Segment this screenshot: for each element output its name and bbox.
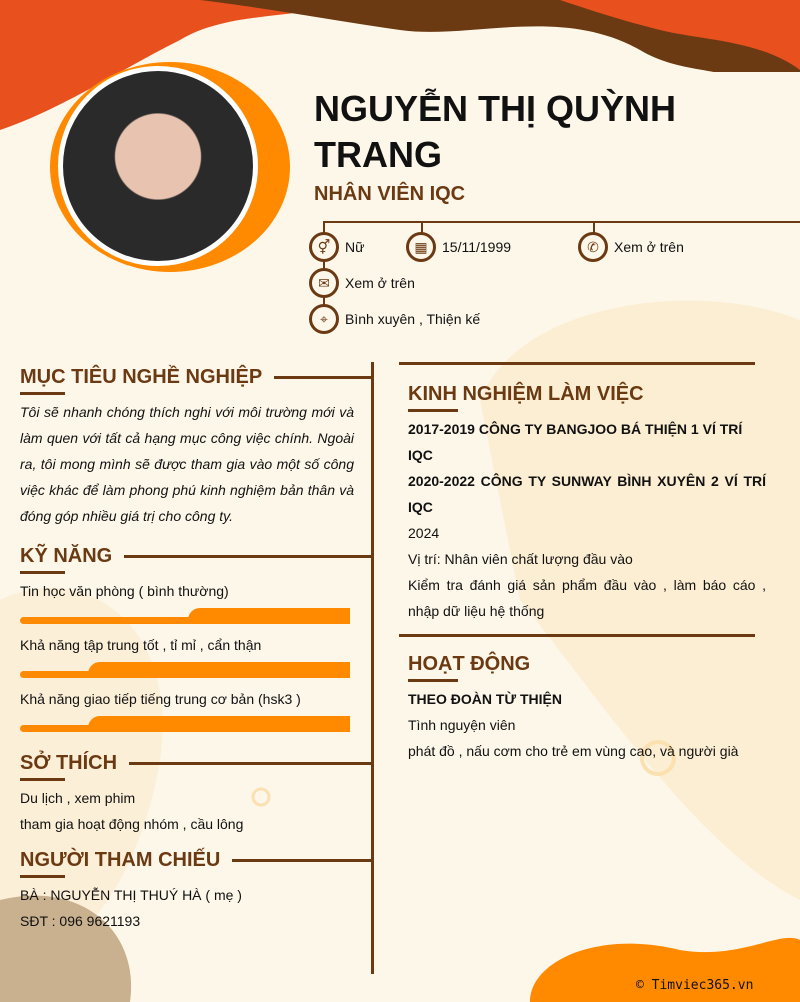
name-line-2: TRANG — [314, 134, 442, 175]
experience-section — [408, 381, 766, 624]
activities-section — [408, 651, 766, 764]
right-column — [408, 362, 766, 764]
calendar-icon: ▦ — [406, 232, 436, 262]
skill-label: Tin học văn phòng ( bình thường) — [20, 583, 229, 599]
address-value: Bình xuyên , Thiện kế — [345, 311, 481, 327]
section-header — [408, 381, 766, 407]
experience-year: 2024 — [408, 525, 440, 541]
reference-item: SĐT : 096 9621193 — [20, 913, 141, 929]
section-top-line — [399, 362, 755, 365]
activity-desc: phát đồ , nấu cơm cho trẻ em vùng cao, và người già — [408, 743, 739, 759]
experience-line-2: 2020-2022 CÔNG TY SUNWAY BÌNH XUYÊN 2 VÍ TRÍ IQC — [408, 473, 766, 515]
full-name — [314, 86, 676, 178]
hobbies-title: SỞ THÍCH — [20, 752, 118, 774]
title-underline — [20, 875, 65, 878]
skill-bar — [20, 662, 350, 678]
contact-dob — [406, 232, 511, 262]
objective-text: Tôi sẽ nhanh chóng thích nghi với môi trường mới và làm quen với tất cả hạng mục công việc chính. Ngoài ra, tôi mong mình sẽ được tham gia vào một số công việc khác để làm phong phú kinh nghiệm bản thân và đóng góp nhiều giá trị cho công ty. — [20, 404, 354, 524]
title-underline — [408, 679, 458, 682]
title-line — [274, 376, 372, 379]
contact-email — [309, 268, 415, 298]
experience-line-1: 2017-2019 CÔNG TY BANGJOO BÁ THIỆN 1 VÍ TRÍ IQC — [408, 421, 743, 463]
title-underline — [20, 778, 65, 781]
gender-icon: ⚥ — [309, 232, 339, 262]
title-underline — [408, 409, 458, 412]
skill-bar — [20, 716, 350, 732]
contact-phone — [578, 232, 684, 262]
hobby-item: tham gia hoạt động nhóm , cầu lông — [20, 816, 244, 832]
section-header — [20, 543, 372, 569]
reference-item: BÀ : NGUYỄN THỊ THUÝ HÀ ( mẹ ) — [20, 887, 242, 903]
contact-connector — [323, 221, 800, 223]
title-line — [129, 762, 372, 765]
skills-section — [20, 543, 372, 740]
location-icon: ⌖ — [309, 304, 339, 334]
email-value: Xem ở trên — [345, 275, 415, 291]
contact-gender — [309, 232, 364, 262]
section-header — [20, 750, 372, 776]
skill-label: Khả năng giao tiếp tiếng trung cơ bản (hsk3 ) — [20, 691, 301, 707]
section-header — [20, 364, 372, 390]
objective-section — [20, 364, 372, 529]
section-header — [20, 847, 372, 873]
experience-title: KINH NGHIỆM LÀM VIỆC — [408, 383, 644, 405]
title-line — [232, 859, 372, 862]
activities-title: HOẠT ĐỘNG — [408, 653, 531, 675]
email-icon: ✉ — [309, 268, 339, 298]
objective-title: MỤC TIÊU NGHỀ NGHIỆP — [20, 366, 263, 388]
skill-label: Khả năng tập trung tốt , tỉ mỉ , cẩn thận — [20, 637, 262, 653]
hobby-item: Du lịch , xem phim — [20, 790, 136, 806]
avatar — [58, 66, 258, 266]
title-line — [124, 555, 372, 558]
contact-address — [309, 304, 480, 334]
watermark: © Timviec365.vn — [636, 978, 754, 993]
job-title: NHÂN VIÊN IQC — [314, 183, 466, 205]
skills-title: KỸ NĂNG — [20, 545, 113, 567]
title-underline — [20, 392, 65, 395]
activity-role: Tình nguyện viên — [408, 717, 516, 733]
phone-value: Xem ở trên — [614, 239, 684, 255]
left-column — [20, 364, 372, 934]
experience-desc: Kiểm tra đánh giá sản phẩm đầu vào , làm báo cáo , nhập dữ liệu hệ thống — [408, 577, 766, 619]
hobbies-section — [20, 750, 372, 837]
section-header — [408, 651, 766, 677]
references-section — [20, 847, 372, 934]
phone-icon: ✆ — [578, 232, 608, 262]
experience-role: Vị trí: Nhân viên chất lượng đầu vào — [408, 551, 633, 567]
activity-org: THEO ĐOÀN TỪ THIỆN — [408, 691, 562, 707]
name-line-1: NGUYỄN THỊ QUỲNH — [314, 88, 677, 129]
title-underline — [20, 571, 65, 574]
skill-bar — [20, 608, 350, 624]
dob-value: 15/11/1999 — [442, 239, 512, 255]
section-top-line — [399, 634, 755, 637]
references-title: NGƯỜI THAM CHIẾU — [20, 849, 221, 871]
gender-value: Nữ — [345, 239, 365, 255]
